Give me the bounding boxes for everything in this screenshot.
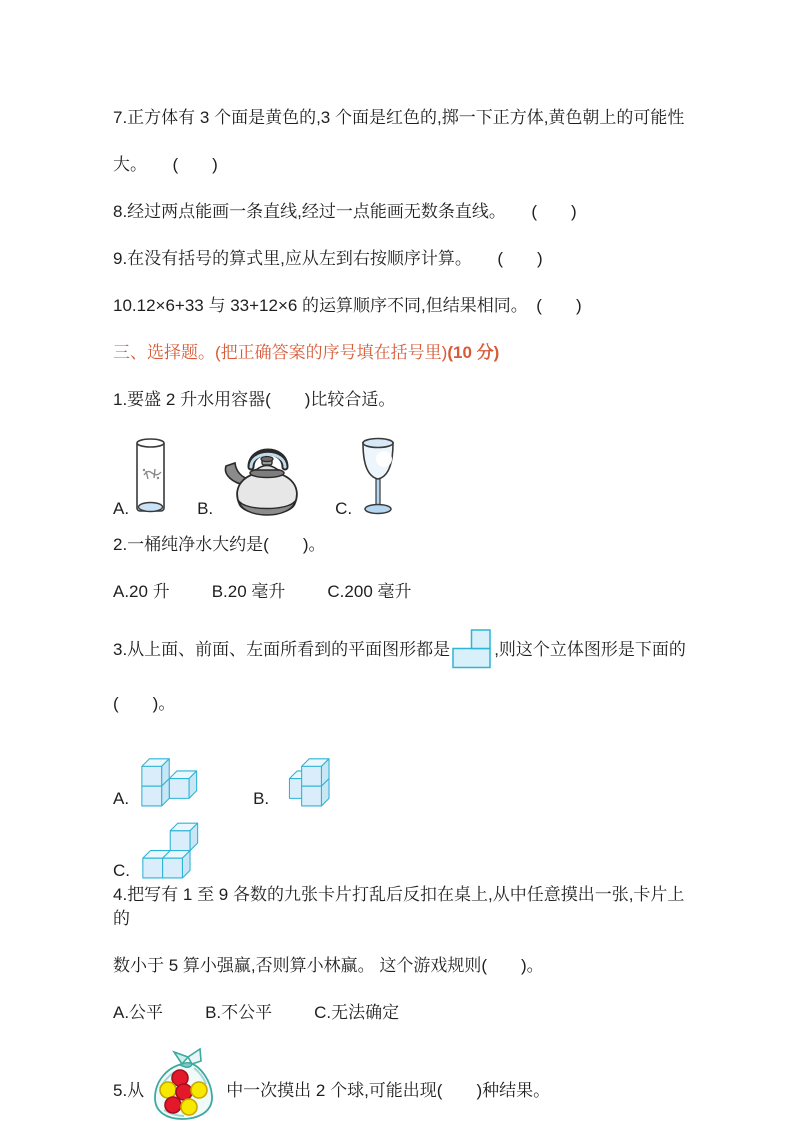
question-3-option-b — [253, 739, 349, 809]
goblet-icon — [354, 435, 402, 519]
q3-text-before: 3.从上面、前面、左面所看到的平面图形都是 — [113, 640, 451, 659]
question-3-figures-row-2 — [113, 811, 697, 881]
question-1-figures — [113, 435, 697, 519]
option-a-label: A. — [113, 499, 130, 518]
question-7-line-1: 7.正方体有 3 个面是黄色的,3 个面是红色的,掷一下正方体,黄色朝上的可能性 — [113, 108, 685, 127]
choice-question-4-line-2: 数小于 5 算小强赢,否则算小林赢。 这个游戏规则( )。 — [113, 956, 544, 975]
section-3-score: (10 分) — [447, 343, 500, 362]
q4-option-b: B.不公平 — [205, 1003, 273, 1022]
q2-option-c: C.200 毫升 — [327, 582, 412, 601]
question-3-option-c — [113, 811, 210, 881]
question-4-options — [113, 1001, 697, 1025]
option-a-label: A. — [113, 789, 130, 808]
bag-of-balls-icon — [148, 1048, 222, 1122]
choice-question-5 — [113, 1048, 697, 1122]
choice-question-2: 2.一桶纯净水大约是( )。 — [113, 535, 326, 554]
q5-text-after: 中一次摸出 2 个球,可能出现( )种结果。 — [226, 1081, 551, 1100]
q2-option-b: B.20 毫升 — [211, 582, 286, 601]
question-3-figures-row-1 — [113, 739, 697, 809]
choice-question-1: 1.要盛 2 升水用容器( )比较合适。 — [113, 390, 396, 409]
question-10: 10.12×6+33 与 33+12×6 的运算顺序不同,但结果相同。 ( ) — [113, 296, 582, 315]
question-3-continuation: ( )。 — [113, 694, 176, 713]
kettle-icon — [215, 437, 309, 519]
question-1-option-a — [113, 435, 171, 519]
option-b-label: B. — [197, 499, 214, 518]
cubes-figure-a — [131, 739, 209, 809]
question-2-options — [113, 580, 697, 604]
question-8: 8.经过两点能画一条直线,经过一点能画无数条直线。 ( ) — [113, 202, 577, 221]
section-3-title-text: 三、选择题。(把正确答案的序号填在括号里) — [113, 343, 448, 362]
section-3-title — [113, 341, 697, 365]
option-c-label: C. — [113, 861, 130, 880]
choice-question-3 — [113, 627, 697, 669]
question-1-option-c — [335, 435, 402, 519]
q4-option-c: C.无法确定 — [314, 1003, 400, 1022]
question-1-option-b — [197, 437, 309, 519]
option-b-label: B. — [253, 789, 270, 808]
cubes-figure-b — [271, 739, 349, 809]
q2-option-a: A.20 升 — [113, 582, 170, 601]
question-7-line-2: 大。 ( ) — [113, 155, 218, 174]
glass-cylinder-icon — [131, 435, 171, 519]
l-shape-squares-icon — [452, 627, 492, 669]
cubes-figure-c — [132, 811, 210, 881]
q5-text-before: 5.从 — [113, 1081, 145, 1100]
question-3-option-a — [113, 739, 209, 809]
question-9: 9.在没有括号的算式里,应从左到右按顺序计算。 ( ) — [113, 249, 543, 268]
choice-question-4-line-1: 4.把写有 1 至 9 各数的九张卡片打乱后反扣在桌上,从中任意摸出一张,卡片上的 — [113, 885, 685, 928]
option-c-label: C. — [335, 499, 353, 518]
q4-option-a: A.公平 — [113, 1003, 164, 1022]
q3-text-after: ,则这个立体图形是下面的 — [494, 640, 686, 659]
